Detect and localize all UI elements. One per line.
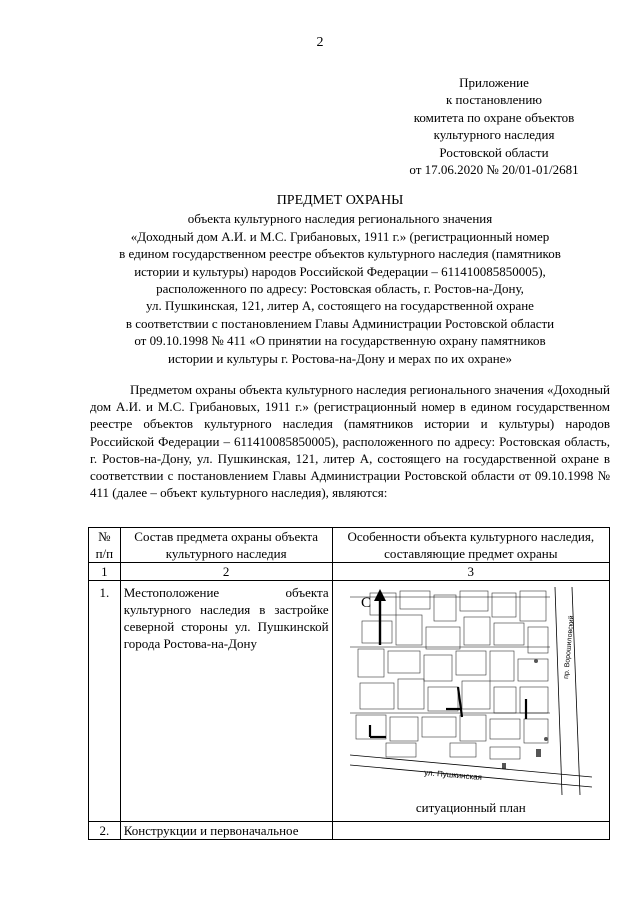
col-number-1: 1	[89, 563, 121, 581]
appendix-line: комитета по охране объектов	[413, 109, 575, 125]
heading-line: в соответствии с постановлением Главы Администрации Ростовской области	[125, 315, 555, 331]
appendix-line: Ростовской области	[439, 144, 549, 160]
appendix-block	[384, 74, 604, 178]
protection-table	[88, 527, 610, 840]
row-features	[332, 581, 609, 822]
document-heading	[70, 192, 610, 367]
row-subject: Конструкции и первоначальное	[120, 822, 332, 840]
row-number: 2.	[89, 822, 121, 840]
intro-paragraph: Предметом охраны объекта культурного наследия регионального значения «Доходный дом А.И. и М.С. Грибановых, 1911 г.» (регистрационный номер в едином государственном реестре объектов культурного наследия (памятников истории и культуры) народов Российской Федерации – 611410085850005), расположенного по адресу: Ростовская область, г. Ростов-на-Дону, ул. Пушкинская, 121, литер А, состоящего на государственной охране в соответствии с постановлением Главы Администрации Ростовской области от 09.10.1998 № 411 (далее – объект культурного наследия), являются:	[90, 382, 610, 501]
table-numbering-row	[89, 563, 610, 581]
appendix-line: к постановлению	[445, 92, 543, 108]
heading-line: расположенного по адресу: Ростовская область, г. Ростов-на-Дону,	[156, 281, 524, 297]
col-number-3: 3	[332, 563, 609, 581]
appendix-line: от 17.06.2020 № 20/01-01/2681	[409, 162, 579, 178]
header-features: Особенности объекта культурного наследия, составляющие предмет охраны	[332, 528, 609, 563]
row-subject: Местоположение объекта культурного наследия в застройке северной стороны ул. Пушкинской города Ростова-на-Дону	[120, 581, 332, 822]
row-features	[332, 822, 609, 840]
heading-line: в едином государственном реестре объектов культурного наследия (памятников	[119, 246, 561, 262]
map-street-label: ул. Пушкинская	[423, 768, 483, 783]
table-row	[89, 581, 610, 822]
heading-line: от 09.10.1998 № 411 «О принятии на государственную охрану памятников	[134, 333, 546, 349]
heading-line: «Доходный дом А.И. и М.С. Грибановых, 1911 г.» (регистрационный номер	[130, 228, 550, 244]
document-title: ПРЕДМЕТ ОХРАНЫ	[276, 193, 404, 208]
heading-line: ул. Пушкинская, 121, литер А, состоящего на государственной охране	[146, 298, 534, 314]
situational-plan-map	[350, 587, 592, 795]
appendix-line: культурного наследия	[433, 127, 555, 143]
map-avenue-label: пр. Ворошиловский	[562, 615, 576, 680]
row-number: 1.	[89, 581, 121, 822]
table-header-row	[89, 528, 610, 563]
header-number: № п/п	[89, 528, 121, 563]
appendix-line: Приложение	[459, 75, 529, 90]
header-subject: Состав предмета охраны объекта культурного наследия	[120, 528, 332, 563]
map-north-label: С	[360, 595, 371, 611]
table-row	[89, 822, 610, 840]
heading-line: истории и культуры г. Ростова-на-Дону и мерах по их охране»	[168, 350, 512, 366]
heading-line: истории и культуры) народов Российской Федерации – 611410085850005),	[134, 263, 546, 279]
map-caption: ситуационный план	[415, 800, 526, 815]
page-number: 2	[316, 35, 324, 50]
col-number-2: 2	[120, 563, 332, 581]
heading-line: объекта культурного наследия регионального значения	[187, 211, 493, 227]
